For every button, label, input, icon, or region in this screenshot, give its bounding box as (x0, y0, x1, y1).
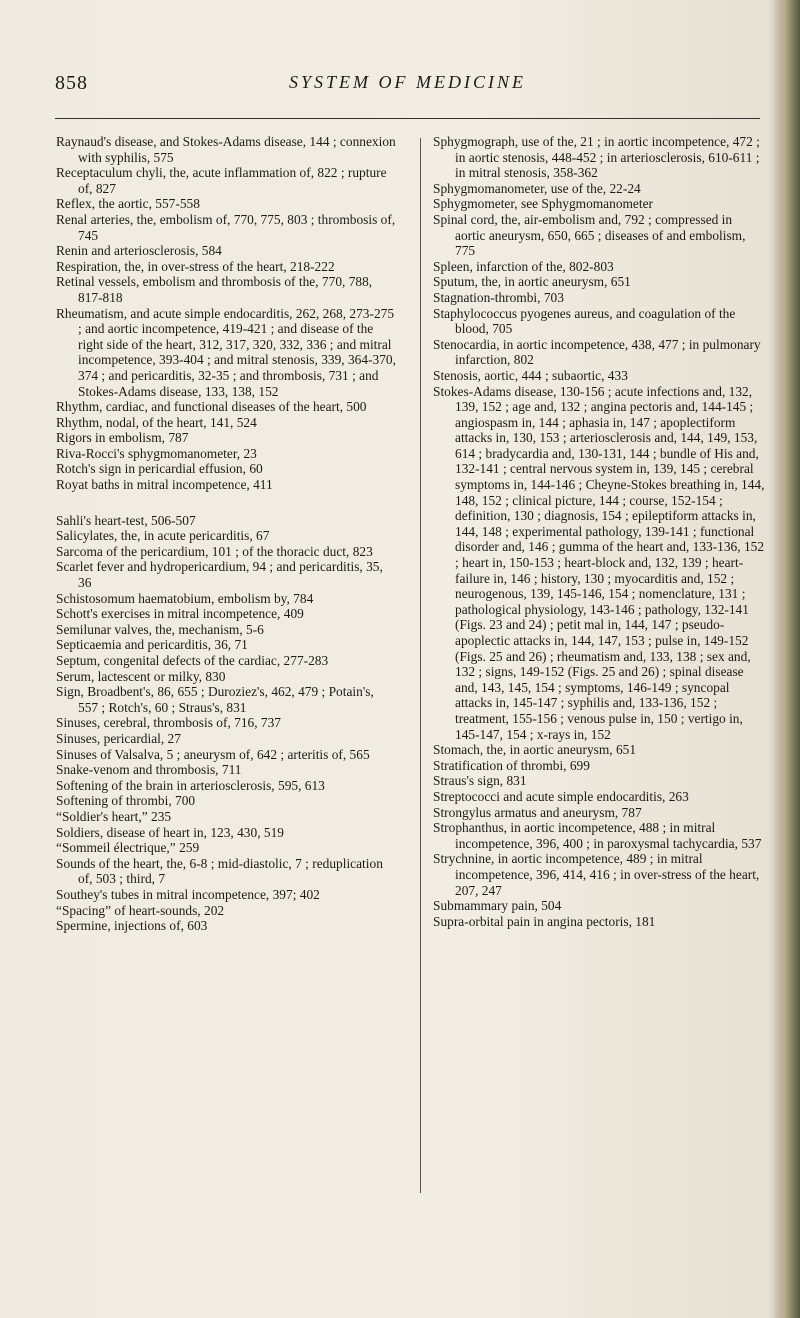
index-entry: Septum, congenital defects of the cardiac, 277-283 (56, 653, 329, 668)
index-entry: Sputum, the, in aortic aneurysm, 651 (433, 274, 631, 290)
index-entry: Septicaemia and pericarditis, 36, 71 (56, 637, 248, 653)
index-entry: Rhythm, cardiac, and functional diseases of the heart, 500 (56, 399, 367, 415)
index-entry: Schott's exercises in mitral incompetence, 409 (56, 606, 304, 622)
index-entry: Snake-venom and thrombosis, 711 (56, 762, 242, 778)
index-entry: Semilunar valves, the, mechanism, 5-6 (56, 621, 264, 637)
index-entry: Respiration, the, in over-stress of the heart, 218-222 (56, 258, 335, 274)
index-entry: Rotch's sign in pericardial effusion, 60 (56, 461, 263, 477)
index-entry: Sarcoma of the pericardium, 101 ; of the thoracic duct, 823 (56, 543, 373, 559)
index-entry: Sahli's heart-test, 506-507 (56, 512, 196, 528)
index-entry: Raynaud's disease, and Stokes-Adams disease, 144 ; connexion with syphilis, 575 (56, 134, 396, 165)
index-entry: Serum, lactescent or milky, 830 (56, 668, 226, 684)
index-entry: Strychnine, in aortic incompetence, 489 ; in mitral incompetence, 396, 414, 416 ; in over-stress of the heart, 207, 247 (433, 851, 760, 898)
index-entry: Soldiers, disease of heart in, 123, 430, 519 (56, 824, 284, 840)
index-entry: Sinuses of Valsalva, 5 ; aneurysm of, 642 ; arteritis of, 565 (56, 746, 370, 762)
index-column-right (433, 134, 765, 929)
index-entry: Rheumatism, and acute simple endocarditis, 262, 268, 273-275 ; and aortic incompetence, 419-421 ; and disease of the right side of the heart, 312, 317, 320, 332, 336 ; and mitral incompetence, 393-404 ; and mitral stenosis, 339, 364-370, 374 ; and pericarditis, 32-35 ; and thrombosis, 731 ; and Stokes-Adams disease, 133, 138, 152 (56, 305, 396, 399)
index-entry: “Sommeil électrique,” 259 (56, 840, 200, 856)
index-entry: “Spacing” of heart-sounds, 202 (56, 902, 225, 918)
index-entry: Sinuses, cerebral, thrombosis of, 716, 737 (56, 715, 282, 731)
index-entry: Royat baths in mitral incompetence, 411 (56, 477, 273, 493)
index-entry: Sounds of the heart, the, 6-8 ; mid-diastolic, 7 ; reduplication of, 503 ; third, 7 (56, 855, 383, 887)
index-entry: Staphylococcus pyogenes aureus, and coagulation of the blood, 705 (433, 305, 736, 337)
index-entry: Softening of thrombi, 700 (56, 793, 196, 809)
index-entry: Spleen, infarction of the, 802-803 (433, 258, 614, 274)
index-entry: Renal arteries, the, embolism of, 770, 775, 803 ; thrombosis of, 745 (56, 211, 396, 243)
page-header (55, 72, 760, 98)
index-entry: “Soldier's heart,” 235 (56, 808, 172, 824)
page-number: 858 (55, 72, 88, 94)
index-entry: Softening of the brain in arteriosclerosis, 595, 613 (56, 777, 325, 793)
index-entry: Renin and arteriosclerosis, 584 (56, 243, 222, 259)
index-entry: Rhythm, nodal, of the heart, 141, 524 (56, 414, 257, 430)
running-title: SYSTEM OF MEDICINE (289, 72, 526, 92)
index-entry: Streptococci and acute simple endocarditis, 263 (433, 788, 689, 804)
index-entry: Stomach, the, in aortic aneurysm, 651 (433, 742, 637, 758)
index-entry: Stokes-Adams disease, 130-156 ; acute infections and, 132, 139, 152 ; age and, 132 ; angina pectoris and, 144-145 ; angiospasm in, 144 ; aphasia in, 147 ; apoplectiform attacks in, 130, 153 ; arteriosclerosis and, 144, 149, 153, 614 ; bradycardia and, 130-131, 144 ; bundle of His and, 132-141 ; central nervous system in, 139, 145 ; cerebral symptoms in, 144-146 ; Cheyne-Stokes breathing in, 144, 148, 152 ; clinical picture, 144 ; course, 152-154 ; definition, 130 ; diagnosis, 154 ; epileptiform attacks in, 144, 148 ; experimental pathology, 139-141 ; functional disorder and, 146 ; gumma of the heart and, 133-136, 152 ; heart in, 150-153 ; heart-block and, 132, 139 ; heart-failure in, 146 ; history, 130 ; myocarditis and, 152 ; neurogenous, 139, 145-146, 154 ; nomenclature, 131 ; pathological physiology, 143-146 ; pathology, 132-141 (Figs. 23 and 24) ; petit mal in, 144, 147 ; pseudo-apoplectic attacks in, 144, 147, 153 ; pulse in, 149-152 (Figs. 25 and 26) ; rheumatism and, 133, 138 ; sex and, 132 ; signs, 149-152 (Figs. 25 and 26) ; spinal disease and, 143, 145, 154 ; symptoms, 146-149 ; syncopal attacks in, 145-147 ; syphilis and, 133-136, 152 ; treatment, 155-156 ; venous pulse in, 150 ; vertigo in, 145-147, 154 ; x-rays in, 152 (433, 383, 765, 742)
index-entry: Rigors in embolism, 787 (56, 430, 189, 446)
index-entry: Stratification of thrombi, 699 (433, 757, 590, 773)
index-entry: Stagnation-thrombi, 703 (433, 289, 564, 305)
index-entry: Riva-Rocci's sphygmomanometer, 23 (56, 445, 257, 461)
index-column-left (56, 134, 396, 934)
index-entry: Sinuses, pericardial, 27 (56, 730, 181, 746)
index-entry: Reflex, the aortic, 557-558 (56, 196, 200, 212)
index-entry: Submammary pain, 504 (433, 898, 562, 914)
index-entry: Sphygmograph, use of the, 21 ; in aortic incompetence, 472 ; in aortic stenosis, 448-452 ; in arteriosclerosis, 610-611 ; in mitral stenosis, 358-362 (433, 134, 760, 181)
index-entry: Straus's sign, 831 (433, 773, 527, 789)
index-entry: Supra-orbital pain in angina pectoris, 181 (433, 913, 656, 929)
index-entry: Schistosomum haematobium, embolism by, 784 (56, 590, 314, 606)
page-edge (774, 0, 800, 1318)
index-entry: Sphygmometer, see Sphygmomanometer (433, 196, 653, 212)
index-entry: Scarlet fever and hydropericardium, 94 ; and pericarditis, 35, 36 (56, 559, 383, 591)
index-entry: Sign, Broadbent's, 86, 655 ; Duroziez's, 462, 479 ; Potain's, 557 ; Rotch's, 60 ; Straus's, 831 (56, 684, 374, 715)
index-entry: Stenosis, aortic, 444 ; subaortic, 433 (433, 367, 628, 383)
header-rule (55, 118, 760, 119)
index-entry: Spinal cord, the, air-embolism and, 792 ; compressed in aortic aneurysm, 650, 665 ; diseases of and embolism, 775 (433, 211, 746, 259)
index-entry: Receptaculum chyli, the, acute inflammation of, 822 ; rupture of, 827 (56, 165, 387, 196)
index-entry: Stenocardia, in aortic incompetence, 438, 477 ; in pulmonary infarction, 802 (433, 336, 761, 368)
index-entry: Sphygmomanometer, use of the, 22-24 (433, 180, 641, 196)
index-entry: Salicylates, the, in acute pericarditis, 67 (56, 528, 270, 544)
column-divider (420, 138, 421, 1193)
index-entry: Retinal vessels, embolism and thrombosis of the, 770, 788, 817-818 (56, 274, 373, 305)
index-entry: Spermine, injections of, 603 (56, 918, 208, 934)
index-entry: Strongylus armatus and aneurysm, 787 (433, 804, 642, 820)
index-entry: Southey's tubes in mitral incompetence, 397; 402 (56, 886, 320, 902)
index-entry: Strophanthus, in aortic incompetence, 488 ; in mitral incompetence, 396, 400 ; in paroxysmal tachycardia, 537 (433, 820, 762, 851)
